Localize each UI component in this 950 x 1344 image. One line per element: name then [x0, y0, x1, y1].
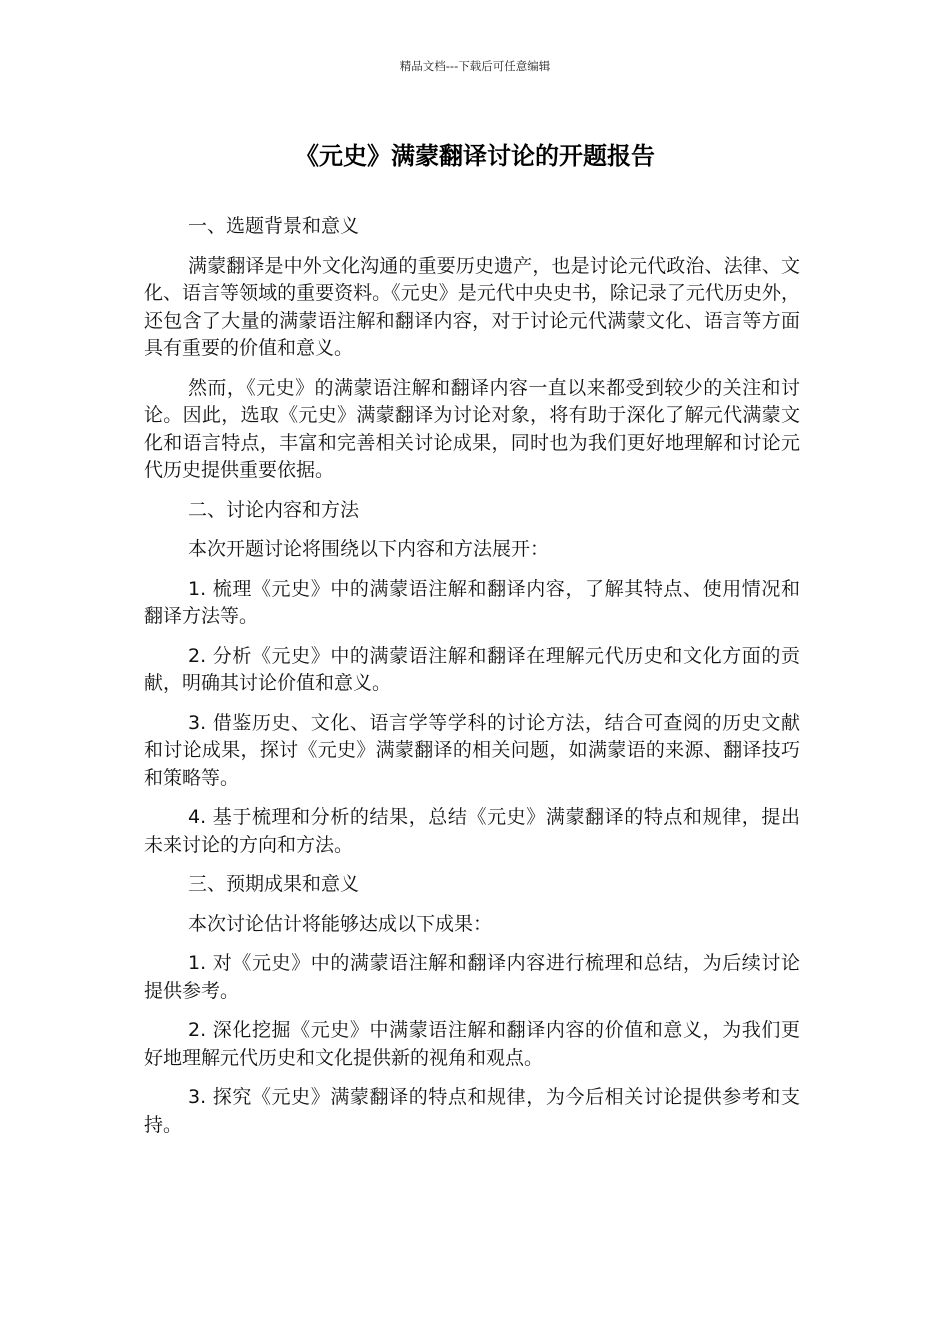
paragraph-background-1: 满蒙翻译是中外文化沟通的重要历史遗产，也是讨论元代政治、法律、文化、语言等领域的重要资料。《元史》是元代中央史书，除记录了元代历史外，还包含了大量的满蒙语注解和翻译内容，对于讨论元代满蒙文化、语言等方面具有重要的价值和意义。: [144, 254, 800, 359]
list-item-method-4: 4. 基于梳理和分析的结果，总结《元史》满蒙翻译的特点和规律，提出未来讨论的方向和方法。: [144, 806, 800, 856]
section-heading-background: 一、选题背景和意义: [188, 215, 360, 237]
list-item-method-1: 1. 梳理《元史》中的满蒙语注解和翻译内容，了解其特点、使用情况和翻译方法等。: [144, 577, 800, 627]
list-item-outcome-3: 3. 探究《元史》满蒙翻译的特点和规律，为今后相关讨论提供参考和支持。: [144, 1086, 800, 1136]
list-item-outcome-2: 2. 深化挖掘《元史》中满蒙语注解和翻译内容的价值和意义，为我们更好地理解元代历史和文化提供新的视角和观点。: [144, 1019, 800, 1069]
document-body: [144, 213, 800, 1151]
section-heading-outcomes: 三、预期成果和意义: [188, 873, 360, 895]
list-item-method-2: 2. 分析《元史》中的满蒙语注解和翻译在理解元代历史和文化方面的贡献，明确其讨论价值和意义。: [144, 644, 800, 694]
list-item-outcome-1: 1. 对《元史》中的满蒙语注解和翻译内容进行梳理和总结，为后续讨论提供参考。: [144, 952, 800, 1002]
paragraph-background-2: 然而，《元史》的满蒙语注解和翻译内容一直以来都受到较少的关注和讨论。因此，选取《元史》满蒙翻译为讨论对象，将有助于深化了解元代满蒙文化和语言特点，丰富和完善相关讨论成果，同时也为我们更好地理解和讨论元代历史提供重要依据。: [144, 376, 800, 481]
page-header: 精品文档---下载后可任意编辑: [399, 59, 551, 73]
document-title: 《元史》满蒙翻译讨论的开题报告: [295, 142, 655, 170]
paragraph-outcomes-intro: 本次讨论估计将能够达成以下成果：: [188, 912, 493, 935]
paragraph-methods-intro: 本次开题讨论将围绕以下内容和方法展开：: [188, 538, 550, 560]
section-heading-content-methods: 二、讨论内容和方法: [188, 498, 360, 521]
list-item-method-3: 3. 借鉴历史、文化、语言学等学科的讨论方法，结合可查阅的历史文献和讨论成果，探讨《元史》满蒙翻译的相关问题，如满蒙语的来源、翻译技巧和策略等。: [144, 711, 800, 789]
